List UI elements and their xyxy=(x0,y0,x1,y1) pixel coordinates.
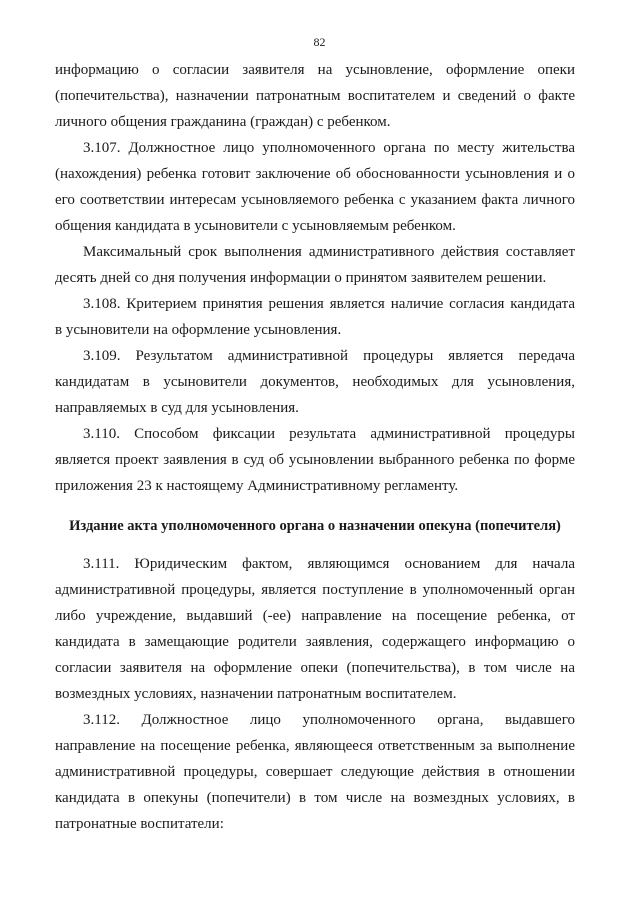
text-line: 3.109. Результатом административной процедуры является передача xyxy=(83,348,575,364)
text-line: согласии заявителя на оформление опеки (попечительства), в том числе на xyxy=(55,660,575,676)
text-line: кандидата в замещающие родители заявления, содержащего информацию о xyxy=(55,634,575,650)
section-heading: Издание акта уполномоченного органа о назначении опекуна (попечителя) xyxy=(69,518,561,534)
text-line: либо учреждение, выдавший (-ее) направление на посещение ребенка, от xyxy=(55,608,575,624)
text-line: Максимальный срок выполнения административного действия составляет xyxy=(83,244,575,260)
text-line: личного общения гражданина (граждан) с ребенком. xyxy=(55,114,391,130)
text-line: патронатные воспитатели: xyxy=(55,816,224,832)
text-line: 3.107. Должностное лицо уполномоченного органа по месту жительства xyxy=(83,140,575,156)
paragraph xyxy=(55,57,575,135)
document-body xyxy=(55,57,575,837)
text-line: кандидатам в усыновители документов, необходимых для усыновления, xyxy=(55,374,575,390)
text-line: административной процедуры, является поступление в уполномоченный орган xyxy=(55,582,575,598)
text-line: 3.111. Юридическим фактом, являющимся основанием для начала xyxy=(83,556,575,572)
text-line: возмездных условиях, назначении патронатным воспитателем. xyxy=(55,686,457,702)
text-line: 3.110. Способом фиксации результата административной процедуры xyxy=(83,426,575,442)
text-line: кандидата в опекуны (попечители) в том числе на возмездных условиях, в xyxy=(55,790,575,806)
paragraph xyxy=(55,421,575,499)
text-line: информацию о согласии заявителя на усыновление, оформление опеки xyxy=(55,62,575,78)
text-line: направление на посещение ребенка, являющееся ответственным за выполнение xyxy=(55,738,575,754)
text-line: является проект заявления в суд об усыновлении выбранного ребенка по форме xyxy=(55,452,575,468)
paragraph xyxy=(55,707,575,837)
text-line: общения кандидата в усыновители с усыновляемым ребенком. xyxy=(55,218,456,234)
text-line: 3.112. Должностное лицо уполномоченного органа, выдавшего xyxy=(83,712,575,728)
text-line: приложения 23 к настоящему Административному регламенту. xyxy=(55,478,459,494)
text-line: его соответствии интересам усыновляемого ребенка с указанием факта личного xyxy=(55,192,575,208)
paragraph xyxy=(55,343,575,421)
paragraph xyxy=(55,551,575,707)
text-line: административной процедуры, совершает следующие действия в отношении xyxy=(55,764,575,780)
text-line: в усыновители на оформление усыновления. xyxy=(55,322,342,338)
text-line: (попечительства), назначении патронатным воспитателем и сведений о факте xyxy=(55,88,575,104)
text-line: десять дней со дня получения информации о принятом заявителем решении. xyxy=(55,270,547,286)
text-line: направляемых в суд для усыновления. xyxy=(55,400,299,416)
text-line: 3.108. Критерием принятия решения является наличие согласия кандидата xyxy=(83,296,575,312)
page-number: 82 xyxy=(313,35,326,49)
paragraph xyxy=(55,239,575,291)
paragraph xyxy=(55,291,575,343)
text-line: (нахождения) ребенка готовит заключение об обоснованности усыновления и о xyxy=(55,166,575,182)
paragraph xyxy=(55,135,575,239)
